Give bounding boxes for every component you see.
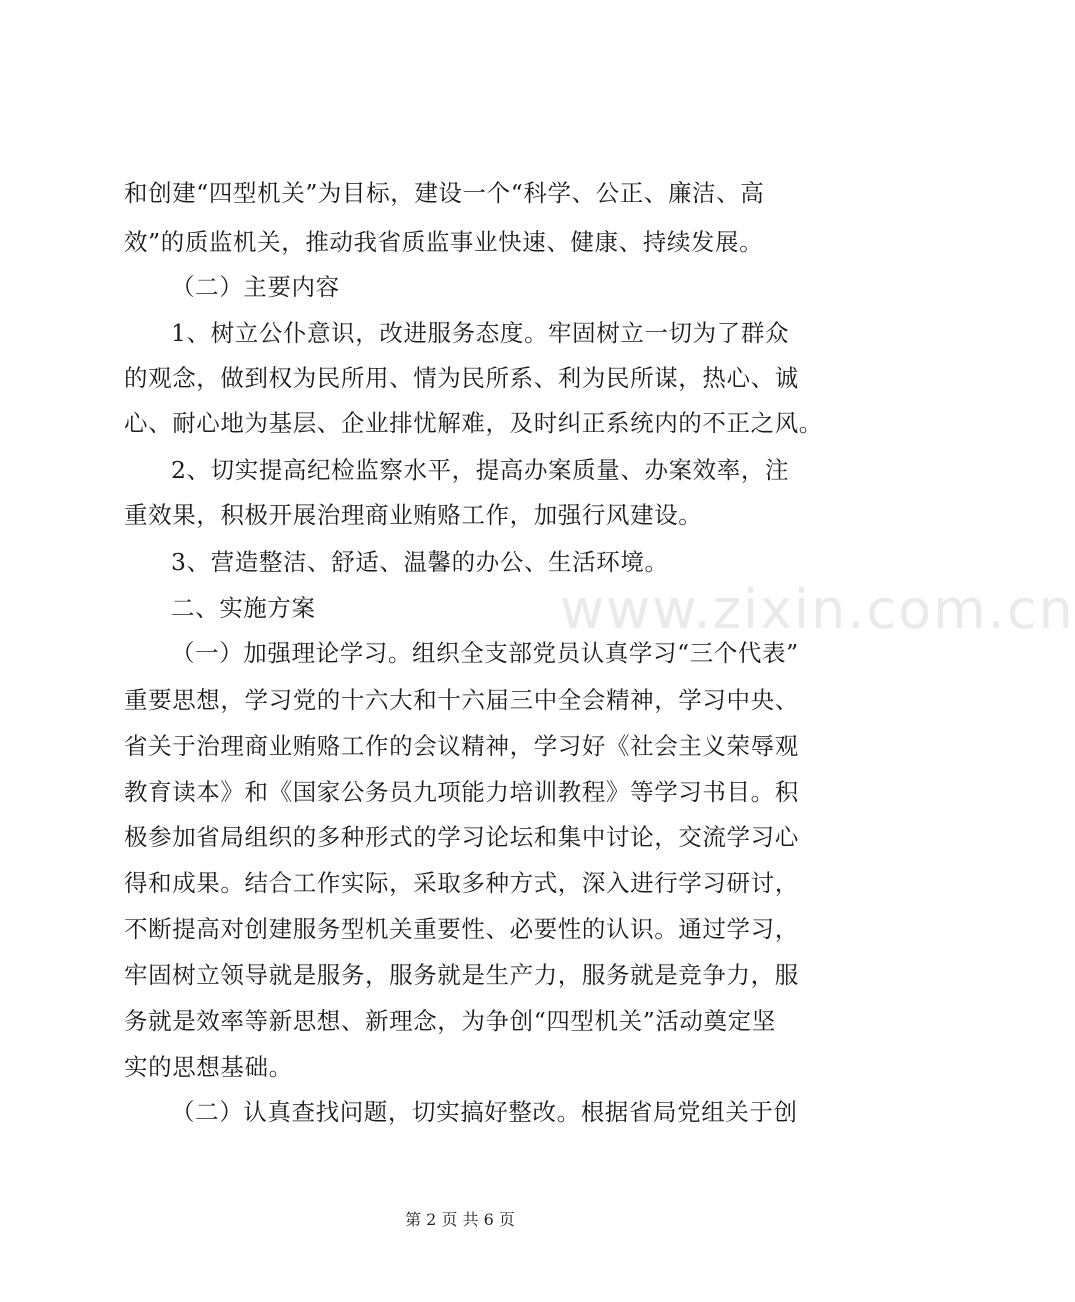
text-line: 务就是效率等新思想、新理念，为争创“四型机关”活动奠定坚 [124,1007,776,1035]
text-line: 极参加省局组织的多种形式的学习论坛和集中讨论，交流学习心 [124,823,799,851]
text-line: 效”的质监机关，推动我省质监事业快速、健康、持续发展。 [124,228,764,256]
text-line: （二）认真查找问题，切实搞好整改。根据省局党组关于创 [171,1098,798,1126]
text-line: 重要思想，学习党的十六大和十六届三中全会精神，学习中央、 [124,686,799,714]
text-line: 1、树立公仆意识，改进服务态度。牢固树立一切为了群众 [171,319,790,347]
text-line: 和创建“四型机关”为目标，建设一个“科学、公正、廉洁、高 [124,179,765,207]
section-heading: 二、实施方案 [171,594,316,622]
text-line: 重效果，积极开展治理商业贿赂工作，加强行风建设。 [124,501,703,529]
text-line: 牢固树立领导就是服务，服务就是生产力，服务就是竞争力，服 [124,961,799,989]
text-line: 实的思想基础。 [124,1053,293,1081]
text-line: 的观念，做到权为民所用、情为民所系、利为民所谋，热心、诚 [124,364,799,392]
text-line: （一）加强理论学习。组织全支部党员认真学习“三个代表” [171,639,799,667]
section-heading: （二）主要内容 [171,273,340,301]
text-line: 得和成果。结合工作实际，采取多种方式，深入进行学习研讨， [124,869,799,897]
text-line: 教育读本》和《国家公务员九项能力培训教程》等学习书目。积 [124,778,799,806]
text-line: 心、耐心地为基层、企业排忧解难，及时纠正系统内的不正之风。 [124,409,823,437]
text-line: 2、切实提高纪检监察水平，提高办案质量、办案效率，注 [171,456,790,484]
page-number-footer: 第 2 页 共 6 页 [405,1210,515,1229]
text-line: 不断提高对创建服务型机关重要性、必要性的认识。通过学习， [124,915,799,943]
text-line: 3、营造整洁、舒适、温馨的办公、生活环境。 [171,548,669,576]
text-line: 省关于治理商业贿赂工作的会议精神，学习好《社会主义荣辱观 [124,732,799,760]
watermark: www.zixin.com.cn [560,578,1075,641]
